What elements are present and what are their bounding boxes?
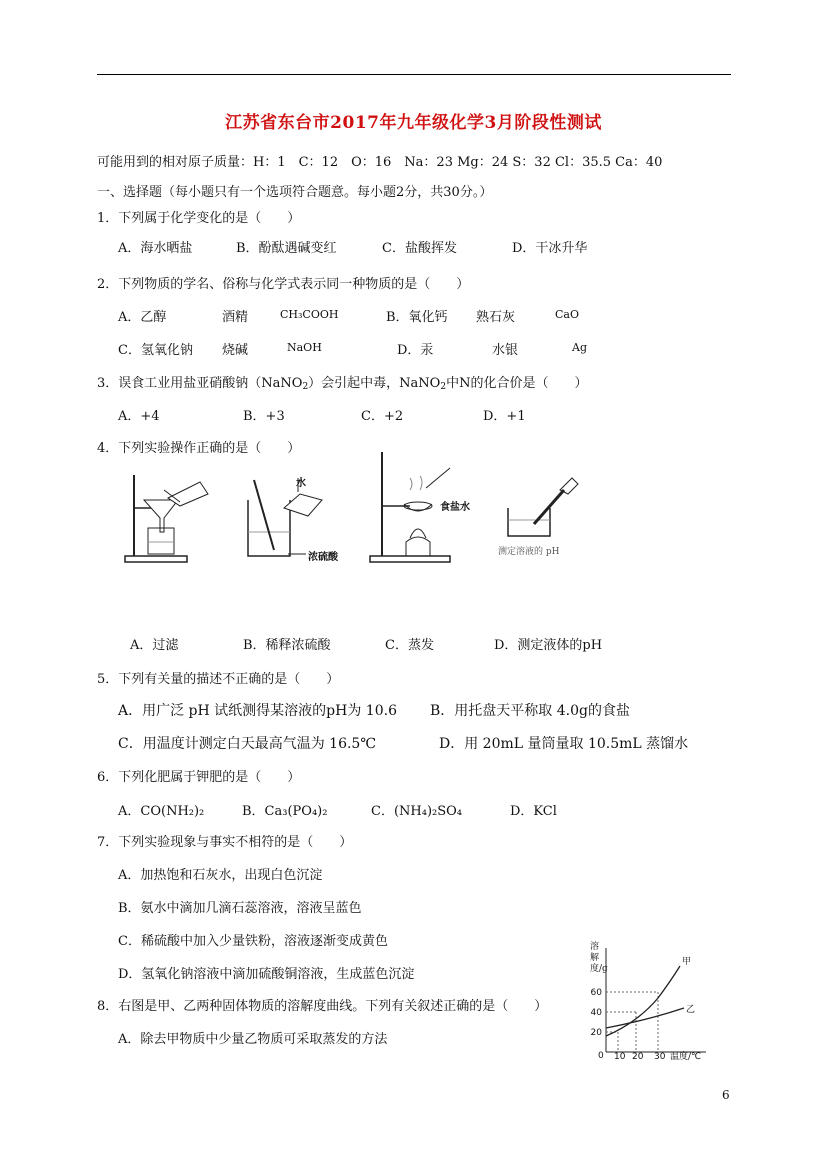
q7-option-c: C．稀硫酸中加入少量铁粉，溶液逐渐变成黄色 xyxy=(118,934,388,949)
y-tick-40: 40 xyxy=(590,1008,602,1018)
header-rule xyxy=(97,74,731,75)
q7-option-a: A．加热饱和石灰水，出现白色沉淀 xyxy=(118,868,323,883)
q2-a-name: A．乙醇 xyxy=(118,310,167,325)
y-axis-label: 溶解度/g xyxy=(590,942,608,974)
q2-c-common: 烧碱 xyxy=(222,343,249,358)
q3-stem-part-2: ）会引起中毒，NaNO xyxy=(308,376,441,391)
atomic-masses: 可能用到的相对原子质量：H：1 C：12 O：16 Na：23 Mg：24 S：32 Cl：35.5 Ca：40 xyxy=(97,155,663,170)
q1-option-a: A．海水晒盐 xyxy=(118,241,193,256)
q3-option-c: C．+2 xyxy=(361,409,404,424)
water-label: 水 xyxy=(296,478,306,489)
y-tick-20: 20 xyxy=(590,1028,602,1038)
series-b-label: 乙 xyxy=(686,1005,696,1015)
question-5-stem: 5．下列有关量的描述不正确的是（ ） xyxy=(97,672,340,687)
question-7-stem: 7．下列实验现象与事实不相符的是（ ） xyxy=(97,835,353,850)
q3-option-b: B．+3 xyxy=(243,409,285,424)
q4-option-a: A．过滤 xyxy=(130,638,179,653)
q5-option-c: C．用温度计测定白天最高气温为 16.5℃ xyxy=(118,736,376,752)
ph-caption: 测定溶液的 pH xyxy=(498,547,560,557)
q1-option-b: B．酚酞遇碱变红 xyxy=(236,241,337,256)
q2-b-formula: CaO xyxy=(555,308,579,321)
series-a-label: 甲 xyxy=(682,957,692,967)
q6-option-c: C．(NH₄)₂SO₄ xyxy=(371,804,463,819)
q2-d-formula: Ag xyxy=(572,341,587,354)
question-1-stem: 1．下列属于化学变化的是（ ） xyxy=(97,211,301,226)
question-3-stem xyxy=(97,372,587,392)
q6-option-d: D．KCl xyxy=(510,804,557,819)
filtration-illustration xyxy=(120,470,220,565)
x-tick-30: 30 xyxy=(654,1052,666,1062)
solubility-graph xyxy=(588,942,718,1060)
q2-d-common: 水银 xyxy=(492,343,519,358)
q6-option-a: A．CO(NH₂)₂ xyxy=(118,804,205,819)
q5-option-b: B．用托盘天平称取 4.0g的食盐 xyxy=(430,703,630,719)
q8-option-a: A．除去甲物质中少量乙物质可采取蒸发的方法 xyxy=(118,1032,388,1047)
x-tick-10: 10 xyxy=(614,1052,626,1062)
q5-option-d: D．用 20mL 量筒量取 10.5mL 蒸馏水 xyxy=(439,736,689,752)
question-8-stem: 8．右图是甲、乙两种固体物质的溶解度曲线。下列有关叙述正确的是（ ） xyxy=(97,999,548,1014)
q3-subscript-2: 2 xyxy=(440,382,447,392)
q6-option-b: B．Ca₃(PO₄)₂ xyxy=(242,804,328,819)
q4-option-c: C．蒸发 xyxy=(385,638,434,653)
question-4-stem: 4．下列实验操作正确的是（ ） xyxy=(97,441,301,456)
q5-option-a: A．用广泛 pH 试纸测得某溶液的pH为 10.6 xyxy=(118,703,397,719)
q2-b-name: B．氧化钙 xyxy=(386,310,448,325)
q3-subscript-1: 2 xyxy=(302,382,309,392)
q7-option-b: B．氨水中滴加几滴石蕊溶液，溶液呈蓝色 xyxy=(118,901,362,916)
q3-option-d: D．+1 xyxy=(483,409,526,424)
page-number: 6 xyxy=(722,1088,730,1102)
q3-stem-part-3: 中N的化合价是（ ） xyxy=(446,376,588,391)
y-tick-60: 60 xyxy=(590,988,602,998)
ph-test-illustration xyxy=(500,472,590,542)
q3-stem-part-1: 3．误食工业用盐亚硝酸钠（NaNO xyxy=(97,376,303,391)
q2-c-name: C．氢氧化钠 xyxy=(118,343,193,358)
q2-a-common: 酒精 xyxy=(222,310,249,325)
acid-label: 浓硫酸 xyxy=(308,552,338,563)
x-tick-20: 20 xyxy=(632,1052,644,1062)
q1-option-c: C．盐酸挥发 xyxy=(382,241,457,256)
x-axis-label: 温度/℃ xyxy=(670,1052,702,1062)
q2-a-formula: CH₃COOH xyxy=(280,308,339,321)
q4-option-b: B．稀释浓硫酸 xyxy=(243,638,331,653)
q1-option-d: D．干冰升华 xyxy=(512,241,588,256)
question-2-stem: 2．下列物质的学名、俗称与化学式表示同一种物质的是（ ） xyxy=(97,277,470,292)
q2-c-formula: NaOH xyxy=(287,341,322,354)
q2-d-name: D．汞 xyxy=(397,343,434,358)
q4-option-d: D．测定液体的pH xyxy=(494,638,603,653)
brine-label: 食盐水 xyxy=(440,502,470,513)
page-title: 江苏省东台市2017年九年级化学3月阶段性测试 xyxy=(225,113,602,133)
q3-option-a: A．+4 xyxy=(118,409,160,424)
q7-option-d: D．氢氧化钠溶液中滴加硫酸铜溶液，生成蓝色沉淀 xyxy=(118,967,415,982)
question-6-stem: 6．下列化肥属于钾肥的是（ ） xyxy=(97,770,301,785)
x-tick-0: 0 xyxy=(598,1051,604,1061)
q2-b-common: 熟石灰 xyxy=(476,310,516,325)
section-heading: 一、选择题（每小题只有一个选项符合题意。每小题2分，共30分。） xyxy=(97,185,493,200)
